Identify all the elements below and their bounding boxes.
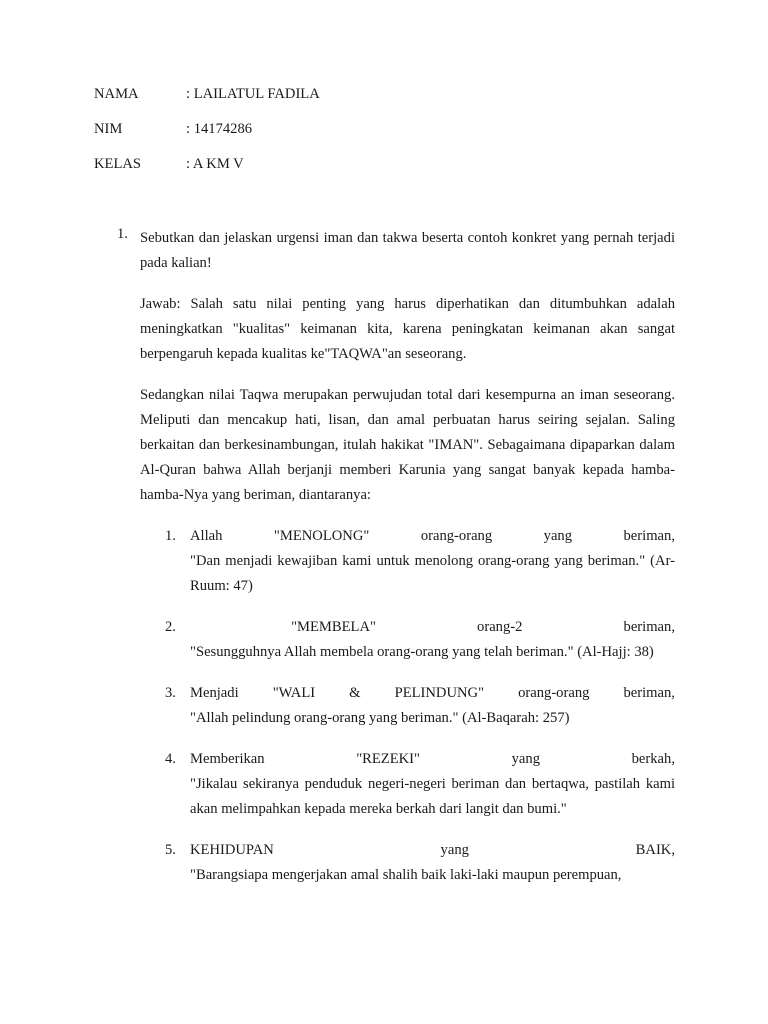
list-item-quote: "Sesungguhnya Allah membela orang-orang yang telah beriman." (Al-Hajj: 38) xyxy=(190,644,654,660)
heading-word: BAIK, xyxy=(635,842,675,858)
answer-paragraph: Jawab: Salah satu nilai penting yang harus diperhatikan dan ditumbuhkan adalah meningkatkan "kualitas" keimanan kita, karena peningkatan keimanan akan sangat berpengaruh kepada kualitas ke"TAQWA"an seseorang. xyxy=(140,296,675,362)
name-value: : LAILATUL FADILA xyxy=(186,86,320,102)
heading-word: yang xyxy=(543,528,573,544)
info-row-name xyxy=(94,86,320,121)
list-item-heading xyxy=(190,747,675,772)
student-info xyxy=(94,86,320,191)
class-label: KELAS xyxy=(94,156,142,172)
list-item-number: 1. xyxy=(165,528,176,544)
class-value: : A KM V xyxy=(186,156,244,172)
list-item xyxy=(140,747,675,822)
list-item-number: 3. xyxy=(165,685,176,701)
heading-word: & xyxy=(349,685,361,701)
list-item-number: 2. xyxy=(165,619,176,635)
list-item-quote: "Barangsiapa mengerjakan amal shalih baik laki-laki maupun perempuan, xyxy=(190,867,622,883)
heading-word: beriman, xyxy=(623,619,675,635)
list-item-number: 4. xyxy=(165,751,176,767)
heading-word: Memberikan xyxy=(190,751,265,767)
info-row-class xyxy=(94,156,320,191)
heading-word: beriman, xyxy=(623,528,675,544)
list-item-quote: "Jikalau sekiranya penduduk negeri-negeri beriman dan bertaqwa, pastilah kami akan melimpahkan kepada mereka berkah dari langit dan bumi." xyxy=(190,776,675,817)
list-item xyxy=(140,838,675,888)
heading-word: berkah, xyxy=(631,751,675,767)
heading-word: "WALI xyxy=(272,685,316,701)
list-item-heading xyxy=(190,524,675,549)
list-item xyxy=(140,524,675,599)
heading-word: orang-orang xyxy=(420,528,493,544)
taqwa-paragraph: Sedangkan nilai Taqwa merupakan perwujudan total dari kesempurna an iman seseorang. Meliputi dan mencakup hati, lisan, dan amal perbuatan harus seiring sejalan. Saling berkaitan dan berkesinambungan, itulah hakikat "IMAN". Sebagaimana dipaparkan dalam Al-Quran bahwa Allah berjanji memberi Karunia yang sangat banyak kepada hamba-hamba-Nya yang beriman, diantaranya: xyxy=(140,387,675,503)
list-item-quote: "Dan menjadi kewajiban kami untuk menolong orang-orang yang beriman." (Ar-Ruum: 47) xyxy=(190,553,675,594)
heading-word: "MEMBELA" xyxy=(291,619,376,635)
list-item xyxy=(140,615,675,665)
question-number: 1. xyxy=(117,226,128,242)
heading-word: orang-orang xyxy=(518,685,590,701)
heading-word: beriman, xyxy=(623,685,675,701)
heading-word: "MENOLONG" xyxy=(273,528,370,544)
question-text: Sebutkan dan jelaskan urgensi iman dan takwa beserta contoh konkret yang pernah terjadi pada kalian! xyxy=(140,230,675,271)
list-item-heading xyxy=(190,681,675,706)
list-item-quote: "Allah pelindung orang-orang yang beriman." (Al-Baqarah: 257) xyxy=(190,710,570,726)
name-label: NAMA xyxy=(94,86,139,102)
heading-word: PELINDUNG" xyxy=(394,685,485,701)
list-item-heading xyxy=(190,838,675,863)
nim-value: : 14174286 xyxy=(186,121,253,137)
heading-word: yang xyxy=(511,751,540,767)
list-item-heading xyxy=(190,615,675,640)
info-row-nim xyxy=(94,121,320,156)
question-block xyxy=(117,226,675,904)
heading-word: KEHIDUPAN xyxy=(190,842,274,858)
heading-word: yang xyxy=(440,842,469,858)
heading-word: Allah xyxy=(190,528,223,544)
blessings-list xyxy=(140,524,675,888)
list-item-number: 5. xyxy=(165,842,176,858)
heading-word: orang-2 xyxy=(477,619,523,635)
heading-word: Menjadi xyxy=(190,685,239,701)
heading-word: "REZEKI" xyxy=(356,751,420,767)
list-item xyxy=(140,681,675,731)
nim-label: NIM xyxy=(94,121,123,137)
